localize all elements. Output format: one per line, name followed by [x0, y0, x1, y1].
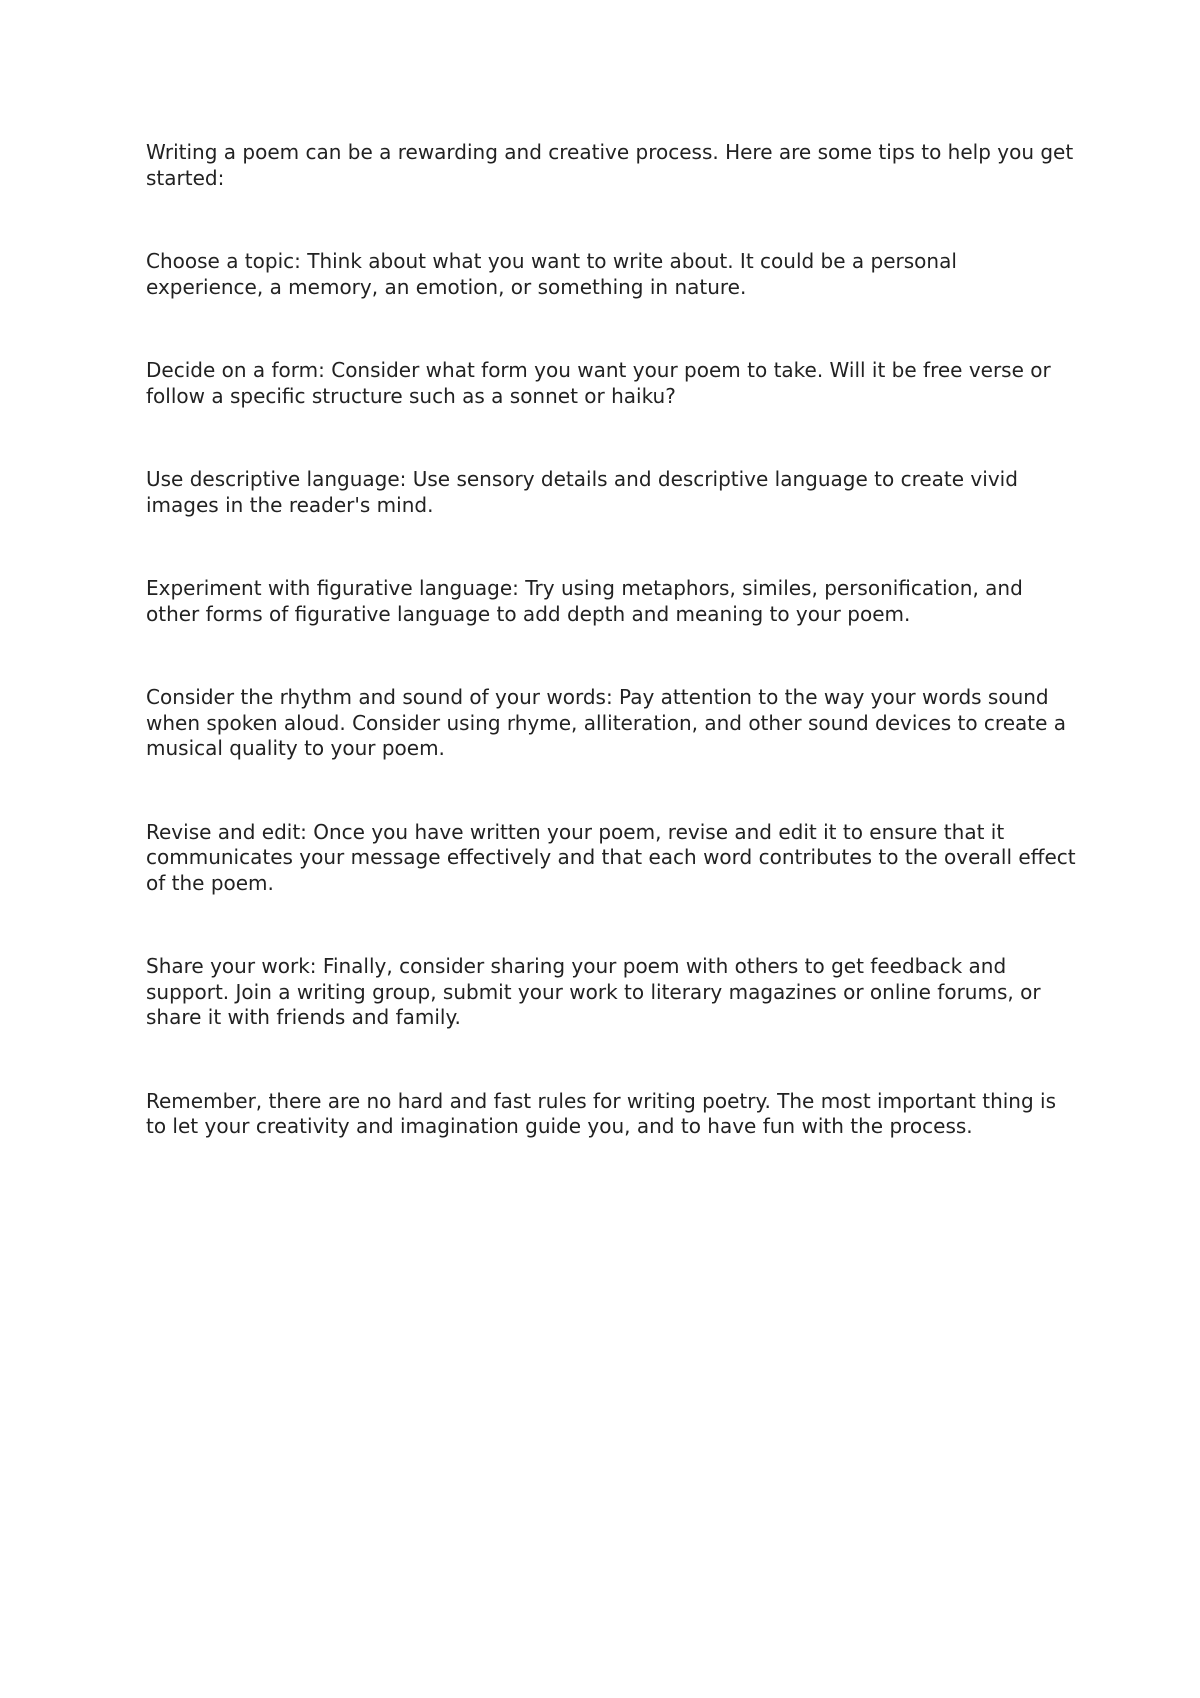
tip-revise-edit: Revise and edit: Once you have written your poem, revise and edit it to ensure that it communicates your message effectively and that each word contributes to the overall effect of the poem. — [146, 819, 1076, 895]
closing-paragraph: Remember, there are no hard and fast rules for writing poetry. The most important thing is to let your creativity and imagination guide you, and to have fun with the process. — [146, 1088, 1056, 1138]
intro-paragraph: Writing a poem can be a rewarding and creative process. Here are some tips to help you get started: — [146, 140, 1074, 190]
document-body — [146, 140, 1076, 1198]
tip-share-work: Share your work: Finally, consider sharing your poem with others to get feedback and support. Join a writing group, submit your work to literary magazines or online forums, or share it with friends and family. — [146, 954, 1041, 1029]
tip-descriptive-language: Use descriptive language: Use sensory details and descriptive language to create vivid images in the reader's mind. — [146, 467, 1018, 517]
tip-decide-form: Decide on a form: Consider what form you want your poem to take. Will it be free verse or follow a specific structure such as a sonnet or haiku? — [146, 358, 1051, 408]
tip-figurative-language: Experiment with figurative language: Try using metaphors, similes, personification, and other forms of figurative language to add depth and meaning to your poem. — [146, 576, 1023, 626]
tip-rhythm-sound: Consider the rhythm and sound of your words: Pay attention to the way your words sound when spoken aloud. Consider using rhyme, alliteration, and other sound devices to create a musical quality to your poem. — [146, 685, 1067, 760]
tip-choose-topic: Choose a topic: Think about what you want to write about. It could be a personal experience, a memory, an emotion, or something in nature. — [146, 249, 957, 299]
